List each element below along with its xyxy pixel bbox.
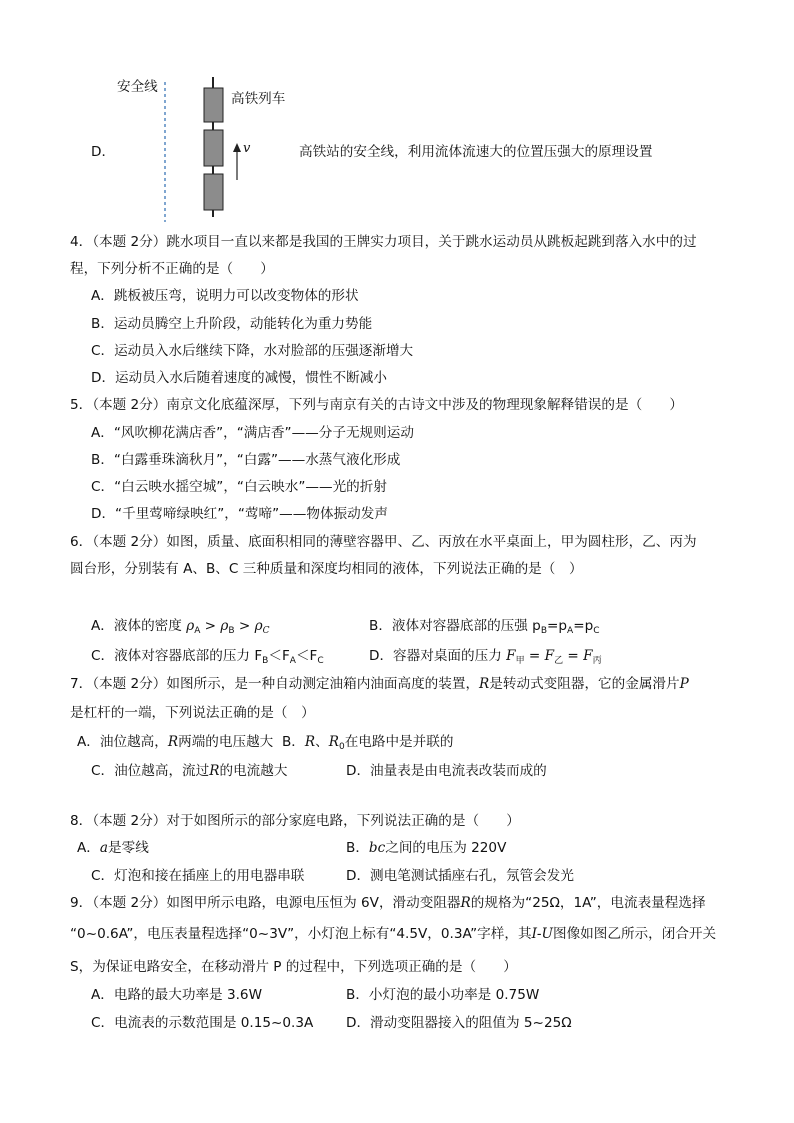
q6-option-b: B．液体对容器底部的压强 $p_B=p_A=p_C$ (369, 618, 600, 636)
q4-option-c: C．运动员入水后继续下降，水对脸部的压强逐渐增大 (91, 343, 414, 359)
q8-option-d: D．测电笔测试插座右孔，氖管会发光 (346, 868, 574, 884)
q5-option-a: A．“风吹柳花满店香”，“满店香”——分子无规则运动 (91, 425, 414, 441)
q5-stem: 5．（本题 2分）南京文化底蕴深厚，下列与南京有关的古诗文中涉及的物理现象解释错误的是（ ） (70, 397, 683, 413)
q7-option-d: D．油量表是由电流表改装而成的 (346, 763, 547, 779)
q8-option-b: B．bc之间的电压为 220V (346, 840, 507, 856)
train-car-3 (204, 174, 223, 210)
q6-stem-line2: 圆台形，分别装有 A、B、C 三种质量和深度均相同的液体，下列说法正确的是（ ） (70, 561, 583, 577)
q7-stem-line2: 是杠杆的一端，下列说法正确的是（ ） (70, 705, 315, 721)
q6-stem-line1: 6．（本题 2分）如图，质量、底面积相同的薄壁容器甲、乙、丙放在水平桌面上，甲为圆柱形，乙、丙为 (70, 534, 697, 550)
q4-option-b: B．运动员腾空上升阶段，动能转化为重力势能 (91, 316, 373, 332)
q4-option-a: A．跳板被压弯，说明力可以改变物体的形状 (91, 288, 359, 304)
q5-option-d: D．“千里莺啼绿映红”，“莺啼”——物体振动发声 (91, 506, 388, 522)
option-d-letter: D． (91, 144, 116, 160)
train-label: 高铁列车 (231, 91, 286, 107)
q9-option-a: A．电路的最大功率是 3.6W (91, 987, 263, 1003)
q8-option-a: A．a是零线 (77, 840, 149, 856)
q8-stem: 8．（本题 2分）对于如图所示的部分家庭电路，下列说法正确的是（ ） (70, 813, 520, 829)
q6-option-c: C．液体对容器底部的压力 $F_B<F_A<F_C$ (91, 648, 324, 666)
safety-line-label: 安全线 (117, 79, 158, 95)
q6-option-d: D．容器对桌面的压力 $F_甲 = F_乙 = F_丙$ (369, 648, 602, 666)
velocity-arrow-head (233, 143, 241, 152)
train-car-2 (204, 130, 223, 166)
q7-stem-line1: 7．（本题 2分）如图所示，是一种自动测定油箱内油面高度的装置，R是转动式变阻器，它的金属滑片P (70, 676, 689, 692)
q9-stem-line3: S，为保证电路安全，在移动滑片 P 的过程中，下列选项正确的是（ ） (70, 959, 517, 975)
q9-option-b: B．小灯泡的最小功率是 0.75W (346, 987, 540, 1003)
q5-option-b: B．“白露垂珠滴秋月”，“白露”——水蒸气液化形成 (91, 452, 401, 468)
q4-option-d: D．运动员入水后随着速度的减慢，惯性不断减小 (91, 370, 387, 386)
q8-option-c: C．灯泡和接在插座上的用电器串联 (91, 868, 305, 884)
q6-option-a: A．液体的密度 $\rho_A > \rho_B > \rho_C$ (91, 618, 270, 636)
q9-option-d: D．滑动变阻器接入的阻值为 5~25Ω (346, 1015, 572, 1031)
velocity-label: v (243, 141, 251, 156)
q7-option-a-b: A．油位越高，R两端的电压越大 B．R、$R_0$在电路中是并联的 (77, 734, 454, 752)
train-car-1 (204, 88, 223, 122)
q4-stem-line1: 4．（本题 2分）跳水项目一直以来都是我国的王牌实力项目，关于跳水运动员从跳板起跳到落入水中的过 (70, 234, 697, 250)
option-d-text: 高铁站的安全线，利用流体流速大的位置压强大的原理设置 (299, 144, 653, 160)
q9-option-c: C．电流表的示数范围是 0.15~0.3A (91, 1015, 314, 1031)
train-diagram (0, 0, 794, 240)
q9-stem-line2: “0~0.6A”，电压表量程选择“0~3V”，小灯泡上标有“4.5V，0.3A”字样，其I-U图像如图乙所示，闭合开关 (70, 926, 717, 942)
q4-stem-line2: 程，下列分析不正确的是（ ） (70, 261, 274, 277)
q9-stem-line1: 9．（本题 2分）如图甲所示电路，电源电压恒为 6V，滑动变阻器R的规格为“25Ω，1A”，电流表量程选择 (70, 895, 706, 911)
q5-option-c: C．“白云映水摇空城”，“白云映水”——光的折射 (91, 479, 387, 495)
q6-a-text: A．液体的密度 (91, 618, 187, 634)
q7-option-c: C．油位越高，流过R的电流越大 (91, 763, 288, 779)
